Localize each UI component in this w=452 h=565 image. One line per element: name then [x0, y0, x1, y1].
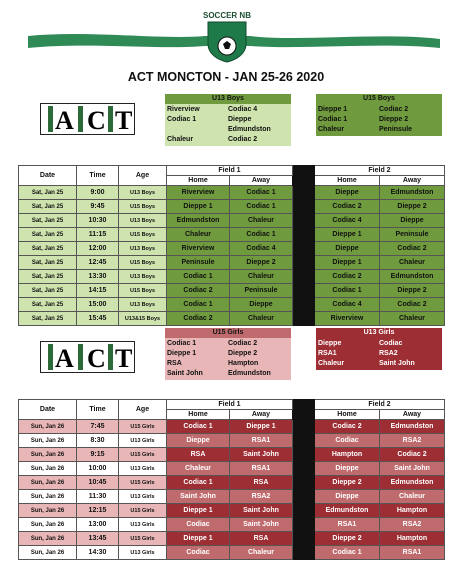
field2-away-cell: Edmundston [380, 270, 445, 284]
gap-cell [293, 462, 315, 476]
field2-home-cell: Codiac 2 [315, 420, 380, 434]
date-cell: Sun, Jan 26 [19, 434, 77, 448]
gap-cell [293, 214, 315, 228]
field2-away-cell: Dieppe [380, 214, 445, 228]
time-cell: 9:15 [77, 448, 119, 462]
field1-away-cell: Dieppe 2 [230, 256, 293, 270]
saturday-schedule-table: Date Time Age Field 1 Field 2 Home Away Home Away Sat, Jan 25 9:00 U13 Boys Riverview Codiac 1 Dieppe Edmundston Sat, Jan 25 9:45 U15 Boys Dieppe 1 Codiac 1 Codiac 2 Dieppe 2 Sat, Jan 25 10:30 U13 Boys Edmundston Chaleur Codiac 4 Dieppe Sat, Jan 25 11:15 U15 Boys Chaleur Codiac 1 Dieppe 1 Peninsule Sat, Jan 25 12:00 U13 Boys Riverview Codiac 4 Dieppe Codiac 2 Sat, Jan 25 12:45 U15 Boys Peninsule Dieppe 2 Dieppe 1 Chaleur Sat, Jan 25 13:30 U13 Boys Codiac 1 Chaleur Codiac 2 Edmundston Sat, Jan 25 14:15 U15 Boys Codiac 2 Peninsule Codiac 1 Dieppe 2 Sat, Jan 25 15:00 U13 Boys Codiac 1 Dieppe Codiac 4 Codiac 2 Sat, Jan 25 15:45 U13&15 Boys Codiac 2 Chaleur Riverview Chaleur [18, 165, 445, 326]
field2-away-cell: RSA2 [380, 434, 445, 448]
gap-cell [293, 312, 315, 326]
field2-away-cell: RSA2 [380, 518, 445, 532]
field1-away-cell: Dieppe 1 [230, 420, 293, 434]
svg-text:A: A [55, 106, 74, 135]
field1-home-cell: Codiac 1 [167, 270, 230, 284]
field2-home-cell: Codiac 1 [315, 284, 380, 298]
table-row [19, 256, 445, 270]
time-cell: 13:00 [77, 518, 119, 532]
date-cell: Sun, Jan 26 [19, 490, 77, 504]
field1-away-cell: Dieppe [230, 298, 293, 312]
date-cell: Sun, Jan 26 [19, 476, 77, 490]
date-cell: Sat, Jan 25 [19, 312, 77, 326]
page-title: ACT MONCTON - JAN 25-26 2020 [127, 70, 325, 84]
table-row [19, 200, 445, 214]
field1-home-cell: Codiac [167, 546, 230, 560]
field1-away-cell: Codiac 1 [230, 186, 293, 200]
field1-home-cell: Riverview [167, 186, 230, 200]
field2-away-cell: Edmundston [380, 186, 445, 200]
table-header-row: Date Time Age Field 1 Field 2 [19, 400, 445, 410]
group-title: U15 Girls [165, 328, 291, 338]
age-cell: U15 Boys [119, 284, 167, 298]
field2-away-cell: RSA1 [380, 546, 445, 560]
time-cell: 12:45 [77, 256, 119, 270]
gap-cell [293, 518, 315, 532]
group-u13-girls: U13 Girls Dieppe Codiac RSA1 RSA2 Chaleur Saint John [316, 328, 442, 370]
table-row [19, 298, 445, 312]
field2-away-cell: Chaleur [380, 256, 445, 270]
field1-home-cell: Codiac 1 [167, 420, 230, 434]
table-row [19, 490, 445, 504]
age-cell: U13 Girls [119, 434, 167, 448]
time-cell: 10:30 [77, 214, 119, 228]
field1-away-cell: RSA1 [230, 462, 293, 476]
group-u13-boys: U13 Boys Riverview Codiac 4 Codiac 1 Dieppe Edmundston Chaleur Codiac 2 [165, 94, 291, 146]
field1-away-cell: Codiac 1 [230, 200, 293, 214]
field2-home-cell: Dieppe 2 [315, 476, 380, 490]
field1-away-cell: Codiac 4 [230, 242, 293, 256]
age-cell: U13 Girls [119, 462, 167, 476]
field2-away-cell: Chaleur [380, 312, 445, 326]
gap-cell [293, 448, 315, 462]
date-cell: Sat, Jan 25 [19, 256, 77, 270]
svg-text:T: T [115, 106, 133, 135]
age-cell: U13 Girls [119, 546, 167, 560]
table-row [19, 532, 445, 546]
svg-text:C: C [87, 106, 106, 135]
field1-away-cell: Chaleur [230, 312, 293, 326]
field2-home-cell: Dieppe 1 [315, 256, 380, 270]
date-cell: Sun, Jan 26 [19, 546, 77, 560]
field1-away-cell: Codiac 1 [230, 228, 293, 242]
gap-cell [293, 200, 315, 214]
svg-text:C: C [87, 344, 106, 373]
date-cell: Sun, Jan 26 [19, 462, 77, 476]
table-row [19, 228, 445, 242]
age-cell: U13 Boys [119, 270, 167, 284]
act-logo [40, 341, 135, 373]
gap-cell [293, 546, 315, 560]
table-header-row: Date Time Age Field 1 Field 2 [19, 166, 445, 176]
field2-home-cell: Codiac 4 [315, 214, 380, 228]
age-cell: U13 Boys [119, 242, 167, 256]
time-cell: 11:30 [77, 490, 119, 504]
field1-away-cell: Saint John [230, 448, 293, 462]
field1-home-cell: Peninsule [167, 256, 230, 270]
field2-away-cell: Codiac 2 [380, 242, 445, 256]
field1-away-cell: RSA [230, 532, 293, 546]
date-cell: Sat, Jan 25 [19, 200, 77, 214]
gap-cell [293, 298, 315, 312]
field1-home-cell: Codiac 2 [167, 284, 230, 298]
date-cell: Sat, Jan 25 [19, 270, 77, 284]
age-cell: U13 Girls [119, 518, 167, 532]
field2-home-cell: Dieppe 2 [315, 532, 380, 546]
age-cell: U15 Boys [119, 256, 167, 270]
time-cell: 15:00 [77, 298, 119, 312]
field2-home-cell: Codiac 4 [315, 298, 380, 312]
date-cell: Sun, Jan 26 [19, 504, 77, 518]
field2-home-cell: Riverview [315, 312, 380, 326]
gap-cell [293, 434, 315, 448]
gap-cell [293, 242, 315, 256]
svg-text:T: T [115, 344, 133, 373]
table-row [19, 242, 445, 256]
field2-away-cell: Dieppe 2 [380, 200, 445, 214]
age-cell: U15 Girls [119, 532, 167, 546]
field2-away-cell: Hampton [380, 504, 445, 518]
age-cell: U15 Girls [119, 448, 167, 462]
field2-home-cell: Dieppe [315, 490, 380, 504]
date-cell: Sat, Jan 25 [19, 228, 77, 242]
date-cell: Sun, Jan 26 [19, 420, 77, 434]
field1-away-cell: Chaleur [230, 214, 293, 228]
table-row [19, 476, 445, 490]
field2-home-cell: Dieppe [315, 462, 380, 476]
logo-text: SOCCER NB [202, 11, 252, 20]
gap-cell [293, 284, 315, 298]
field1-away-cell: Saint John [230, 504, 293, 518]
field1-home-cell: Codiac 1 [167, 476, 230, 490]
table-row [19, 504, 445, 518]
table-row [19, 462, 445, 476]
age-cell: U15 Girls [119, 504, 167, 518]
time-cell: 8:30 [77, 434, 119, 448]
age-cell: U15 Boys [119, 200, 167, 214]
time-cell: 15:45 [77, 312, 119, 326]
field1-home-cell: Dieppe 1 [167, 200, 230, 214]
time-cell: 10:00 [77, 462, 119, 476]
table-row [19, 434, 445, 448]
table-row [19, 420, 445, 434]
field1-away-cell: RSA2 [230, 490, 293, 504]
group-title: U13 Boys [165, 94, 291, 104]
group-title: U13 Girls [363, 329, 395, 336]
field2-away-cell: Chaleur [380, 490, 445, 504]
age-cell: U13 Boys [119, 186, 167, 200]
field2-away-cell: Edmundston [380, 476, 445, 490]
gap-cell [293, 504, 315, 518]
field2-away-cell: Codiac 2 [380, 448, 445, 462]
date-cell: Sat, Jan 25 [19, 242, 77, 256]
field2-home-cell: Dieppe [315, 186, 380, 200]
time-cell: 14:30 [77, 546, 119, 560]
time-cell: 13:30 [77, 270, 119, 284]
field1-home-cell: Chaleur [167, 462, 230, 476]
field1-home-cell: Codiac [167, 518, 230, 532]
field2-away-cell: Peninsule [380, 228, 445, 242]
act-logo [40, 103, 135, 135]
age-cell: U15 Boys [119, 228, 167, 242]
table-row [19, 270, 445, 284]
table-row [19, 546, 445, 560]
field2-home-cell: Dieppe 1 [315, 228, 380, 242]
field1-home-cell: Edmundston [167, 214, 230, 228]
time-cell: 10:45 [77, 476, 119, 490]
time-cell: 12:00 [77, 242, 119, 256]
field2-away-cell: Edmundston [380, 420, 445, 434]
date-cell: Sat, Jan 25 [19, 298, 77, 312]
table-row [19, 518, 445, 532]
field2-home-cell: Codiac 2 [315, 200, 380, 214]
time-cell: 11:15 [77, 228, 119, 242]
field2-home-cell: RSA1 [315, 518, 380, 532]
field2-home-cell: Hampton [315, 448, 380, 462]
gap-cell [293, 256, 315, 270]
group-u15-girls: U15 Girls Codiac 1 Codiac 2 Dieppe 1 Dieppe 2 RSA Hampton Saint John Edmundston [165, 328, 291, 380]
field1-home-cell: RSA [167, 448, 230, 462]
gap-cell [293, 532, 315, 546]
soccer-nb-logo [0, 6, 452, 64]
group-title: U15 Boys [363, 95, 395, 102]
field2-away-cell: Saint John [380, 462, 445, 476]
field1-away-cell: RSA [230, 476, 293, 490]
age-cell: U13&15 Boys [119, 312, 167, 326]
time-cell: 13:45 [77, 532, 119, 546]
time-cell: 9:00 [77, 186, 119, 200]
date-cell: Sat, Jan 25 [19, 186, 77, 200]
gap-cell [293, 228, 315, 242]
field1-home-cell: Dieppe 1 [167, 504, 230, 518]
field1-home-cell: Codiac 1 [167, 298, 230, 312]
field1-home-cell: Saint John [167, 490, 230, 504]
date-cell: Sat, Jan 25 [19, 284, 77, 298]
field2-away-cell: Hampton [380, 532, 445, 546]
gap-cell [293, 186, 315, 200]
gap-cell [293, 476, 315, 490]
field2-home-cell: Codiac 2 [315, 270, 380, 284]
gap-cell [293, 420, 315, 434]
table-row [19, 214, 445, 228]
group-u15-boys: U15 Boys Dieppe 1 Codiac 2 Codiac 1 Dieppe 2 Chaleur Peninsule [316, 94, 442, 136]
field1-away-cell: Saint John [230, 518, 293, 532]
svg-text:A: A [55, 344, 74, 373]
field1-away-cell: Chaleur [230, 546, 293, 560]
time-cell: 14:15 [77, 284, 119, 298]
table-row [19, 312, 445, 326]
field1-home-cell: Dieppe 1 [167, 532, 230, 546]
time-cell: 9:45 [77, 200, 119, 214]
time-cell: 7:45 [77, 420, 119, 434]
field1-away-cell: RSA1 [230, 434, 293, 448]
field2-home-cell: Dieppe [315, 242, 380, 256]
date-cell: Sun, Jan 26 [19, 518, 77, 532]
field1-away-cell: Peninsule [230, 284, 293, 298]
age-cell: U13 Girls [119, 490, 167, 504]
table-row [19, 186, 445, 200]
age-cell: U15 Girls [119, 476, 167, 490]
field1-home-cell: Dieppe [167, 434, 230, 448]
gap-cell [293, 490, 315, 504]
field2-home-cell: Codiac 1 [315, 546, 380, 560]
age-cell: U13 Boys [119, 298, 167, 312]
field1-away-cell: Chaleur [230, 270, 293, 284]
sunday-schedule-table: Date Time Age Field 1 Field 2 Home Away Home Away Sun, Jan 26 7:45 U15 Girls Codiac 1 Dieppe 1 Codiac 2 Edmundston Sun, Jan 26 8:30 U13 Girls Dieppe RSA1 Codiac RSA2 Sun, Jan 26 9:15 U15 Girls RSA Saint John Hampton Codiac 2 Sun, Jan 26 10:00 U13 Girls Chaleur RSA1 Dieppe Saint John Sun, Jan 26 10:45 U15 Girls Codiac 1 RSA Dieppe 2 Edmundston Sun, Jan 26 11:30 U13 Girls Saint John RSA2 Dieppe Chaleur Sun, Jan 26 12:15 U15 Girls Dieppe 1 Saint John Edmundston Hampton Sun, Jan 26 13:00 U13 Girls Codiac Saint John RSA1 RSA2 Sun, Jan 26 13:45 U15 Girls Dieppe 1 RSA Dieppe 2 Hampton Sun, Jan 26 14:30 U13 Girls Codiac Chaleur Codiac 1 RSA1 [18, 399, 445, 560]
age-cell: U13 Boys [119, 214, 167, 228]
table-row [19, 448, 445, 462]
time-cell: 12:15 [77, 504, 119, 518]
field2-home-cell: Codiac [315, 434, 380, 448]
field2-home-cell: Edmundston [315, 504, 380, 518]
date-cell: Sun, Jan 26 [19, 532, 77, 546]
table-row [19, 284, 445, 298]
field2-away-cell: Dieppe 2 [380, 284, 445, 298]
field1-home-cell: Chaleur [167, 228, 230, 242]
field1-home-cell: Codiac 2 [167, 312, 230, 326]
date-cell: Sun, Jan 26 [19, 448, 77, 462]
gap-cell [293, 270, 315, 284]
age-cell: U15 Girls [119, 420, 167, 434]
field1-home-cell: Riverview [167, 242, 230, 256]
date-cell: Sat, Jan 25 [19, 214, 77, 228]
field2-away-cell: Codiac 2 [380, 298, 445, 312]
